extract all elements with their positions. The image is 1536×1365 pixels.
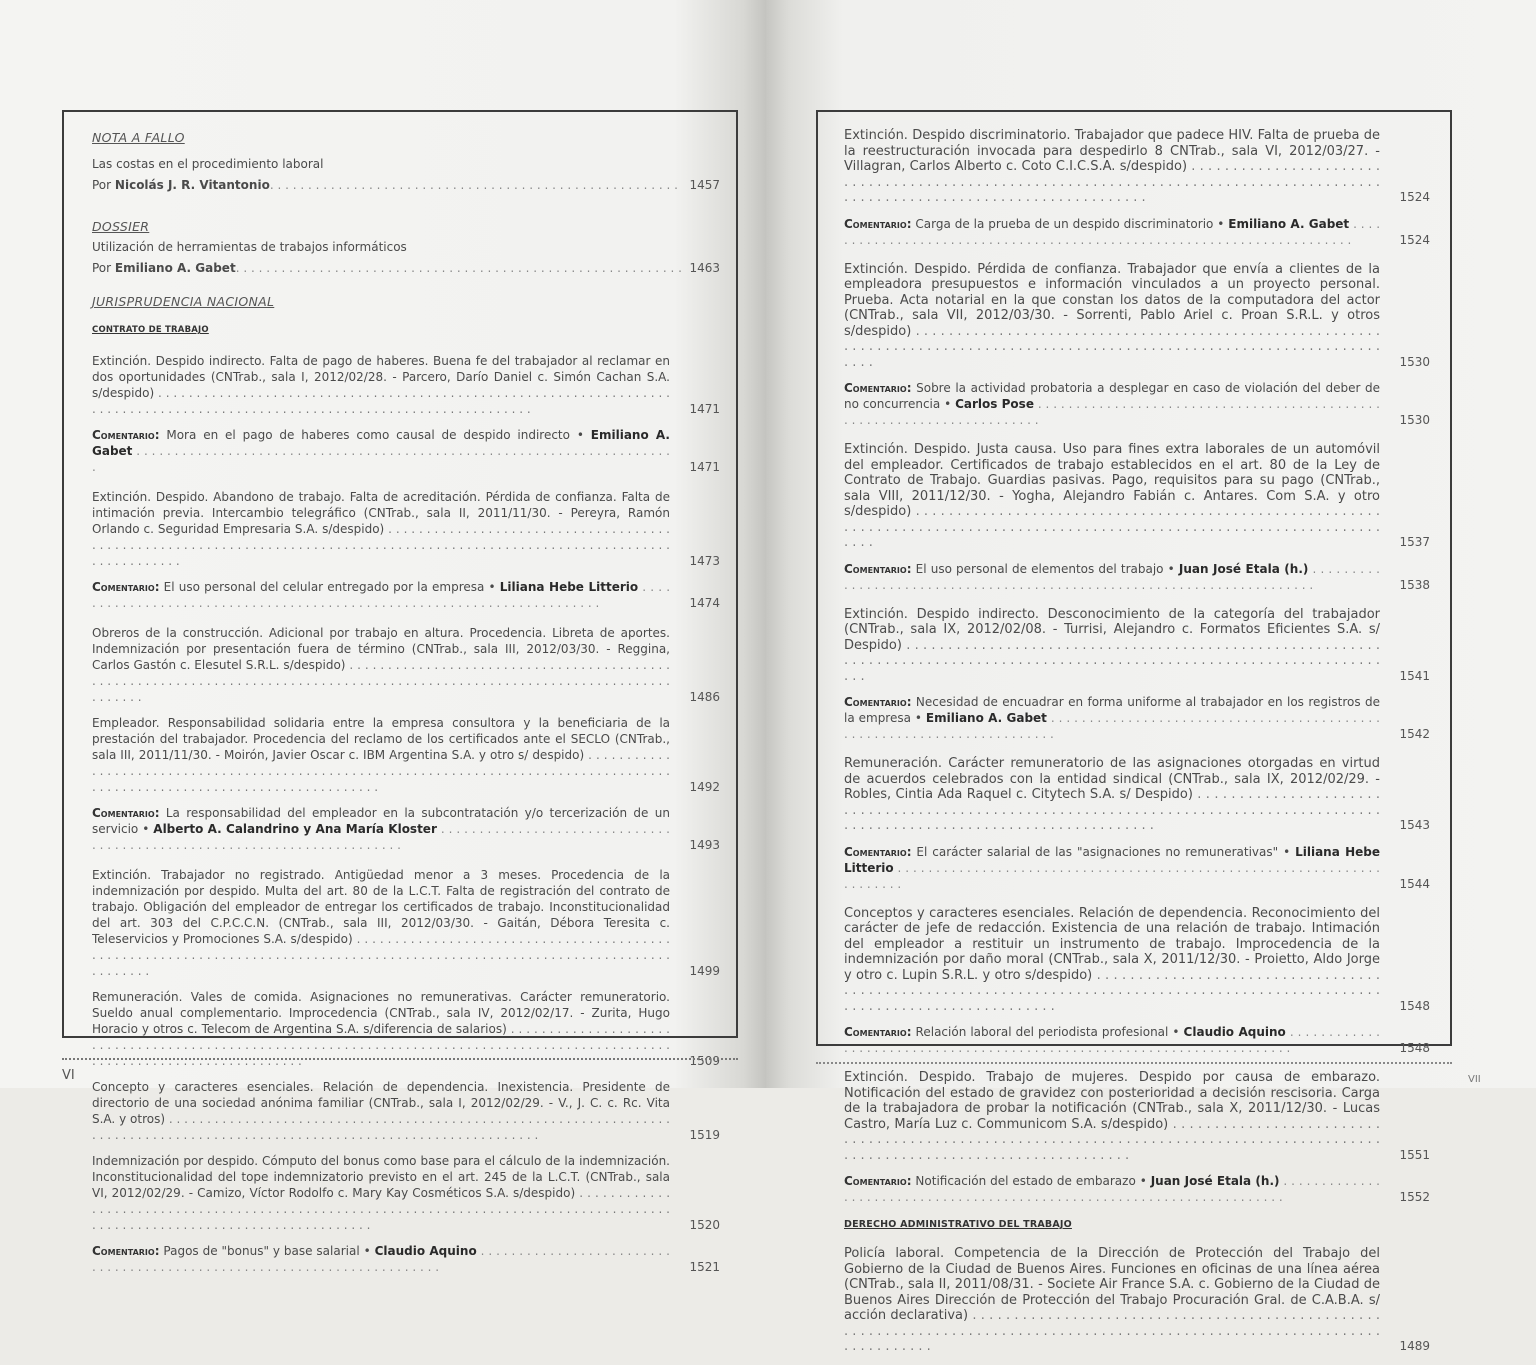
nota-page: 1457 bbox=[689, 178, 720, 192]
index-entry bbox=[92, 867, 720, 979]
comment-entry bbox=[844, 216, 1430, 248]
dossier-page: 1463 bbox=[689, 261, 720, 275]
index-entry bbox=[844, 906, 1430, 1015]
comment-author: Claudio Aquino bbox=[1183, 1025, 1286, 1039]
comment-entry bbox=[844, 380, 1430, 428]
comment-tag: Comentario: bbox=[92, 1244, 160, 1258]
entry-page: 1471 bbox=[689, 402, 720, 416]
entry-page: 1473 bbox=[689, 554, 720, 568]
entry-text: Extinción. Despido indirecto. Falta de pago de haberes. Buena fe del trabajador al reclamar en dos oportunidades (CNTrab., sala I, 2012/02/28. - Parcero, Darío Daniel c. Simón Cachan S.A. s/despido) . . . bbox=[92, 353, 720, 417]
entry-page: 1499 bbox=[689, 964, 720, 978]
comment-tag: Comentario: bbox=[844, 561, 912, 576]
entry-text: Conceptos y caracteres esenciales. Relación de dependencia. Reconocimiento del carácter de jefe de redacción. Existencia de una relación de trabajo. Intimación del empleador a restituir un instrumento de trabajo. Improcedencia de la indemnización por daño moral (CNTrab., sala X, 2011/12/30. - Proietto, Aldo Jorge y otro c. Lupin S.R.L. y otro s/despido) . . . bbox=[844, 906, 1430, 1015]
entry-page: 1509 bbox=[689, 1054, 720, 1068]
entry-page: 1541 bbox=[1399, 668, 1430, 683]
nota-author: Nicolás J. R. Vitantonio bbox=[114, 178, 270, 192]
nota-by: Por bbox=[92, 178, 112, 192]
comment-tag: Comentario: bbox=[92, 428, 160, 442]
jurisprudencia-heading: JURISPRUDENCIA NACIONAL bbox=[92, 294, 275, 309]
dossier-author: Emiliano A. Gabet bbox=[114, 261, 236, 275]
comment-text: El uso personal del celular entregado por la empresa • bbox=[163, 580, 496, 594]
comment-tag: Comentario: bbox=[92, 806, 160, 820]
index-entry bbox=[92, 715, 720, 795]
entry-page: 1486 bbox=[689, 690, 720, 704]
admin-entry-page: 1489 bbox=[1399, 1339, 1430, 1353]
admin-heading: DERECHO ADMINISTRATIVO DEL TRABAJO bbox=[844, 1219, 1072, 1230]
index-entry bbox=[92, 1153, 720, 1233]
comment-author: Liliana Hebe Litterio bbox=[499, 580, 639, 594]
entry-page: 1543 bbox=[1399, 818, 1430, 832]
comment-page: 1552 bbox=[1399, 1190, 1430, 1204]
entry-text: Remuneración. Vales de comida. Asignaciones no remunerativas. Carácter remuneratorio. Sueldo anual complementario. Improcedencia (CNTrab., sala IV, 2012/02/17. - Zurita, Hugo Horacio y otros c. Telecom de Argentina S.A. s/diferencia de salarios) . . . bbox=[92, 989, 720, 1069]
comment-entry bbox=[844, 1173, 1430, 1205]
nota-heading: NOTA A FALLO bbox=[92, 130, 185, 145]
index-entry bbox=[844, 262, 1430, 371]
right-bottom-rule bbox=[816, 1062, 1452, 1068]
comment-page: 1524 bbox=[1399, 232, 1430, 247]
comment-page: 1493 bbox=[689, 838, 720, 852]
entry-text: Extinción. Despido. Abandono de trabajo. Falta de acreditación. Pérdida de confianza. Falta de intimación previa. Intercambio telegráfico (CNTrab., sala II, 2011/11/30. - Pereyra, Ramón Orlando c. Seguridad Empresaria S.A. s/despido) . . . bbox=[92, 489, 720, 569]
entry-text: Extinción. Trabajador no registrado. Antigüedad menor a 3 meses. Procedencia de la indemnización por despido. Multa del art. 80 de la L.C.T. Falta de registración del contrato de trabajo. Obligación del empleador de entregar los certificados de trabajo. Inconstitucionalidad del art. 303 del C.P.C.C.N. (CNTrab., sala III, 2012/03/30. - Gaitán, Débora Teresita c. Teleservicios y Promociones S.A. s/despido) . . . bbox=[92, 867, 720, 979]
index-entry bbox=[844, 442, 1430, 551]
index-entry bbox=[92, 489, 720, 569]
comment-tag: Comentario: bbox=[844, 216, 912, 231]
comment-tag: Comentario: bbox=[844, 844, 912, 859]
comment-text: Sobre la actividad probatoria a desplegar en caso de violación del deber de no concurrencia • bbox=[844, 381, 1380, 411]
comment-text: Pagos de "bonus" y base salarial • bbox=[163, 1244, 371, 1258]
comment-page: 1548 bbox=[1399, 1041, 1430, 1055]
entry-text: Extinción. Despido discriminatorio. Trabajador que padece HIV. Falta de prueba de la reestructuración invocada para despedirlo 8 CNTrab., sala VI, 2012/03/27. - Villagran, Carlos Alberto c. Coto C.I.C.S.A. s/despido) . . . bbox=[844, 128, 1430, 206]
left-folio: VI bbox=[62, 1068, 75, 1083]
comment-page: 1474 bbox=[689, 596, 720, 610]
comment-entry bbox=[844, 844, 1430, 892]
comment-author: Claudio Aquino bbox=[374, 1244, 477, 1258]
right-entries bbox=[844, 128, 1430, 1205]
entry-text: Extinción. Despido. Pérdida de confianza. Trabajador que envía a clientes de la empleadora presupuestos e información vinculados a un proyecto personal. Prueba. Acta notarial en la que constan los datos de la computadora del actor (CNTrab., sala VII, 2012/03/30. - Sorrenti, Pablo Ariel c. Proan S.R.L. y otros s/despido) . . . bbox=[844, 262, 1430, 371]
entry-text: Extinción. Despido. Trabajo de mujeres. Despido por causa de embarazo. Notificación del estado de gravidez con posterioridad a decisión rescisoria. Carga de la trabajadora de probar la notificación (CNTrab., sala X, 2011/12/30. - Lucas Castro, María Luz c. Communicom S.A. s/despido) . . . bbox=[844, 1070, 1430, 1163]
entry-text: Concepto y caracteres esenciales. Relación de dependencia. Inexistencia. Presidente de directorio de una sociedad anónima familiar (CNTrab., sala I, 2012/02/29. - V., J. C. c. Rc. Vita S.A. y otros) . . . bbox=[92, 1079, 720, 1143]
entry-page: 1530 bbox=[1399, 354, 1430, 369]
comment-tag: Comentario: bbox=[92, 580, 160, 594]
dossier-author-line bbox=[92, 260, 720, 276]
comment-entry bbox=[92, 1243, 720, 1275]
comment-page: 1538 bbox=[1399, 577, 1430, 592]
left-bottom-rule bbox=[62, 1058, 738, 1064]
entry-page: 1519 bbox=[689, 1128, 720, 1142]
comment-text: Carga de la prueba de un despido discriminatorio • bbox=[915, 216, 1225, 231]
comment-text: Necesidad de encuadrar en forma uniforme al trabajador en los registros de la empresa • bbox=[844, 695, 1380, 725]
comment-author: Carlos Pose bbox=[955, 397, 1034, 411]
comment-text: El uso personal de elementos del trabajo • bbox=[915, 561, 1175, 576]
right-folio: VII bbox=[1468, 1074, 1481, 1085]
entry-text: Extinción. Despido indirecto. Desconocimiento de la categoría del trabajador (CNTrab., sala IX, 2012/02/08. - Turrisi, Alejandro c. Formatos Eficientes S.A. s/ Despido) . . . bbox=[844, 607, 1430, 685]
comment-entry bbox=[844, 1024, 1430, 1056]
comment-entry bbox=[92, 805, 720, 853]
nota-author-line bbox=[92, 177, 720, 193]
comment-author: Emiliano A. Gabet bbox=[925, 711, 1047, 725]
comment-tag: Comentario: bbox=[844, 381, 912, 395]
left-entries bbox=[92, 353, 720, 1275]
index-entry bbox=[844, 607, 1430, 685]
entry-page: 1551 bbox=[1399, 1147, 1430, 1162]
entry-page: 1537 bbox=[1399, 535, 1430, 549]
comment-author: Liliana Hebe Litterio bbox=[844, 844, 1380, 875]
entry-page: 1492 bbox=[689, 780, 720, 794]
comment-page: 1530 bbox=[1399, 413, 1430, 427]
comment-page: 1521 bbox=[689, 1260, 720, 1274]
entry-page: 1520 bbox=[689, 1218, 720, 1232]
left-column bbox=[92, 130, 720, 1289]
comment-author: Emiliano A. Gabet bbox=[92, 428, 670, 458]
contrato-heading: CONTRATO DE TRABAJO bbox=[92, 325, 209, 335]
comment-text: El carácter salarial de las "asignaciones no remunerativas" • bbox=[916, 844, 1291, 859]
comment-entry bbox=[92, 427, 720, 475]
admin-entry-text: Policía laboral. Competencia de la Dirección de Protección del Trabajo del Gobierno de la Ciudad de Buenos Aires. Funciones en oficinas de una línea aérea (CNTrab., sala II, 2011/08/31. - Societe Air France S.A. c. Gobierno de la Ciudad de Buenos Aires Dirección de Protección del Trabajo Procuración Gral. de C.A.B.A. s/ acción declarativa) . . . bbox=[844, 1246, 1430, 1355]
comment-text: Relación laboral del periodista profesional • bbox=[915, 1025, 1180, 1039]
nota-title: Las costas en el procedimiento laboral bbox=[92, 157, 324, 171]
dossier-title: Utilización de herramientas de trabajos informáticos bbox=[92, 240, 407, 254]
comment-entry bbox=[92, 579, 720, 611]
entry-page: 1524 bbox=[1399, 190, 1430, 204]
dossier-by: Por bbox=[92, 261, 112, 275]
admin-entry bbox=[844, 1246, 1430, 1355]
index-entry bbox=[92, 1079, 720, 1143]
entry-text: Obreros de la construcción. Adicional por trabajo en altura. Procedencia. Libreta de aportes. Indemnización por presentación fuera de término (CNTrab., sala III, 2012/03/30. - Reggina, Carlos Gastón c. Elesutel S.R.L. s/despido) . . . bbox=[92, 625, 720, 705]
index-entry bbox=[92, 989, 720, 1069]
index-entry bbox=[92, 353, 720, 417]
entry-text: Extinción. Despido. Justa causa. Uso para fines extra laborales de un automóvil del empleador. Certificados de trabajo establecidos en el art. 80 de la Ley de Contrato de Trabajo. Guardias pasivas. Pago, requisitos para su pago (CNTrab., sala VIII, 2011/12/30. - Yogha, Alejandro Fabián c. Antares. Com S.A. y otro s/despido) . . . bbox=[844, 442, 1430, 551]
comment-tag: Comentario: bbox=[844, 695, 912, 709]
index-entry bbox=[844, 1070, 1430, 1163]
index-entry bbox=[844, 756, 1430, 834]
comment-page: 1471 bbox=[689, 460, 720, 474]
comment-author: Juan José Etala (h.) bbox=[1150, 1174, 1280, 1188]
comment-author: Juan José Etala (h.) bbox=[1178, 561, 1309, 576]
comment-author: Alberto A. Calandrino y Ana María Kloster bbox=[153, 822, 437, 836]
comment-text: Mora en el pago de haberes como causal de despido indirecto • bbox=[166, 428, 584, 442]
entry-page: 1548 bbox=[1399, 998, 1430, 1013]
comment-entry bbox=[844, 561, 1430, 593]
comment-page: 1542 bbox=[1399, 727, 1430, 741]
index-entry bbox=[844, 128, 1430, 206]
entry-text: Remuneración. Carácter remuneratorio de las asignaciones otorgadas en virtud de acuerdos celebrados con la entidad sindical (CNTrab., sala IX, 2012/02/29. - Robles, Cintia Ada Raquel c. Citytech S.A. s/ Despido) . . . bbox=[844, 756, 1430, 834]
comment-text: Notificación del estado de embarazo • bbox=[915, 1174, 1147, 1188]
comment-tag: Comentario: bbox=[844, 1025, 912, 1039]
index-entry bbox=[92, 625, 720, 705]
right-column bbox=[844, 128, 1430, 1365]
entry-text: Empleador. Responsabilidad solidaria entre la empresa consultora y la beneficiaria de la prestación del trabajador. Procedencia del reclamo de los certificados ante el SECLO (CNTrab., sala III, 2011/11/30. - Moirón, Javier Oscar c. IBM Argentina S.A. y otro s/ despido) . . . bbox=[92, 715, 720, 795]
comment-page: 1544 bbox=[1399, 876, 1430, 891]
dossier-heading: DOSSIER bbox=[92, 219, 150, 234]
comment-text: La responsabilidad del empleador en la subcontratación y/o tercerización de un servicio • bbox=[92, 806, 670, 836]
comment-author: Emiliano A. Gabet bbox=[1228, 216, 1350, 231]
comment-entry bbox=[844, 694, 1430, 742]
comment-tag: Comentario: bbox=[844, 1174, 912, 1188]
entry-text: Indemnización por despido. Cómputo del bonus como base para el cálculo de la indemnización. Inconstitucionalidad del tope indemnizatorio previsto en el art. 245 de la L.C.T. (CNTrab., sala VI, 2012/02/29. - Camizo, Víctor Rodolfo c. Mary Kay Cosméticos S.A. s/despido) . . . bbox=[92, 1153, 720, 1233]
